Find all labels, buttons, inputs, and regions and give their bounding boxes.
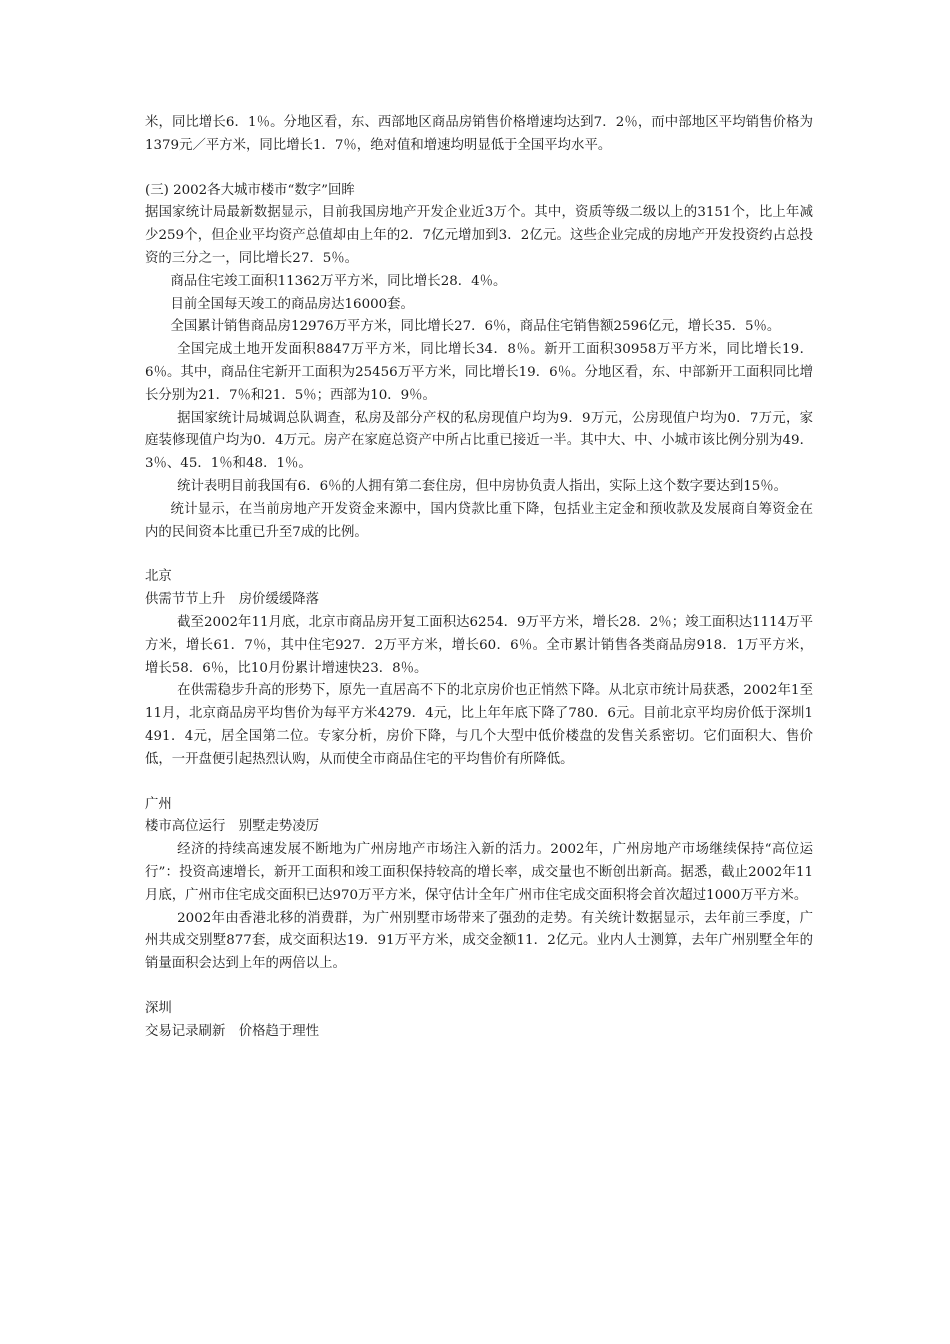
body-paragraph: 截至2002年11月底，北京市商品房开复工面积达6254．9万平方米，增长28．2％；竣工面积达1114万平方米，增长61．7％，其中住宅927．2万平方米，增长60．6％。全市累计销售各类商品房918．1万平方米，增长58．6％，比10月份累计增速快23．8％。: [145, 614, 813, 676]
body-paragraph: 在供需稳步升高的形势下，原先一直居高不下的北京房价也正悄然下降。从北京市统计局获悉，2002年1至11月，北京商品房平均售价为每平方米4279．4元，比上年年底下降了780．6元。目前北京平均房价低于深圳1491．4元，居全国第二位。专家分析，房价下降，与几个大型中低价楼盘的发售关系密切。它们面积大、售价低，一开盘便引起热烈认购，从而使全市商品住宅的平均售价有所降低。: [145, 683, 813, 767]
document-page: [145, 112, 813, 1043]
city-heading-guangzhou: 广州: [145, 796, 172, 812]
subtitle-beijing: 供需节节上升 房价缓缓降落: [145, 592, 320, 608]
body-paragraph: 全国累计销售商品房12976万平方米，同比增长27．6％，商品住宅销售额2596亿元，增长35．5％。: [170, 319, 781, 335]
spacer: [145, 772, 813, 794]
body-paragraph: 经济的持续高速发展不断地为广州房地产市场注入新的活力。2002年，广州房地产市场继续保持“高位运行”：投资高速增长，新开工面积和竣工面积保持较高的增长率，成交量也不断创出新高。据悉，截止2002年11月底，广州市住宅成交面积已达970万平方米，保守估计全年广州市住宅成交面积将会首次超过1000万平方米。: [145, 842, 813, 903]
section-title: (三) 2002各大城市楼市“数字”回眸: [145, 182, 355, 198]
city-heading-beijing: 北京: [145, 569, 172, 585]
spacer: [145, 158, 813, 180]
subtitle-shenzhen: 交易记录刷新 价格趋于理性: [145, 1023, 320, 1039]
intro-paragraph: 米，同比增长6．1％。分地区看，东、西部地区商品房销售价格增速均达到7．2％，而中部地区平均销售价格为1379元／平方米，同比增长1．7％，绝对值和增速均明显低于全国平均水平。: [145, 115, 813, 153]
body-paragraph: 据国家统计局最新数据显示，目前我国房地产开发企业近3万个。其中，资质等级二级以上的3151个，比上年减少259个，但企业平均资产总值却由上年的2．7亿元增加到3．2亿元。这些企业完成的房地产开发投资约占总投资的三分之一，同比增长27．5％。: [145, 205, 813, 266]
spacer: [145, 544, 813, 566]
subtitle-guangzhou: 楼市高位运行 别墅走势凌厉: [145, 819, 320, 835]
spacer: [145, 976, 813, 998]
body-paragraph: 统计显示，在当前房地产开发资金来源中，国内贷款比重下降，包括业主定金和预收款及发展商自筹资金在内的民间资本比重已升至7成的比例。: [145, 501, 813, 540]
body-paragraph: 统计表明目前我国有6．6％的人拥有第二套住房，但中房协负责人指出，实际上这个数字要达到15％。: [177, 478, 788, 494]
city-heading-shenzhen: 深圳: [145, 1000, 172, 1016]
body-paragraph: 目前全国每天竣工的商品房达16000套。: [170, 296, 414, 312]
body-paragraph: 据国家统计局城调总队调查，私房及部分产权的私房现值户均为9．9万元，公房现值户均为0．7万元，家庭装修现值户均为0．4万元。房产在家庭总资产中所占比重已接近一半。其中大、中、小城市该比例分别为49．3％、45．1％和48．1％。: [145, 410, 813, 472]
body-paragraph: 商品住宅竣工面积11362万平方米，同比增长28．4％。: [170, 273, 507, 289]
body-paragraph: 2002年由香港北移的消费群，为广州别墅市场带来了强劲的走势。有关统计数据显示，去年前三季度，广州共成交别墅877套，成交面积达19．91万平方米，成交金额11．2亿元。业内人士测算，去年广州别墅全年的销量面积会达到上年的两倍以上。: [145, 910, 813, 972]
body-paragraph: 全国完成土地开发面积8847万平方米，同比增长34．8％。新开工面积30958万平方米，同比增长19．6％。其中，商品住宅新开工面积为25456万平方米，同比增长19．6％。分地区看，东、中部新开工面积同比增长分别为21．7％和21．5％；西部为10．9％。: [145, 342, 813, 403]
